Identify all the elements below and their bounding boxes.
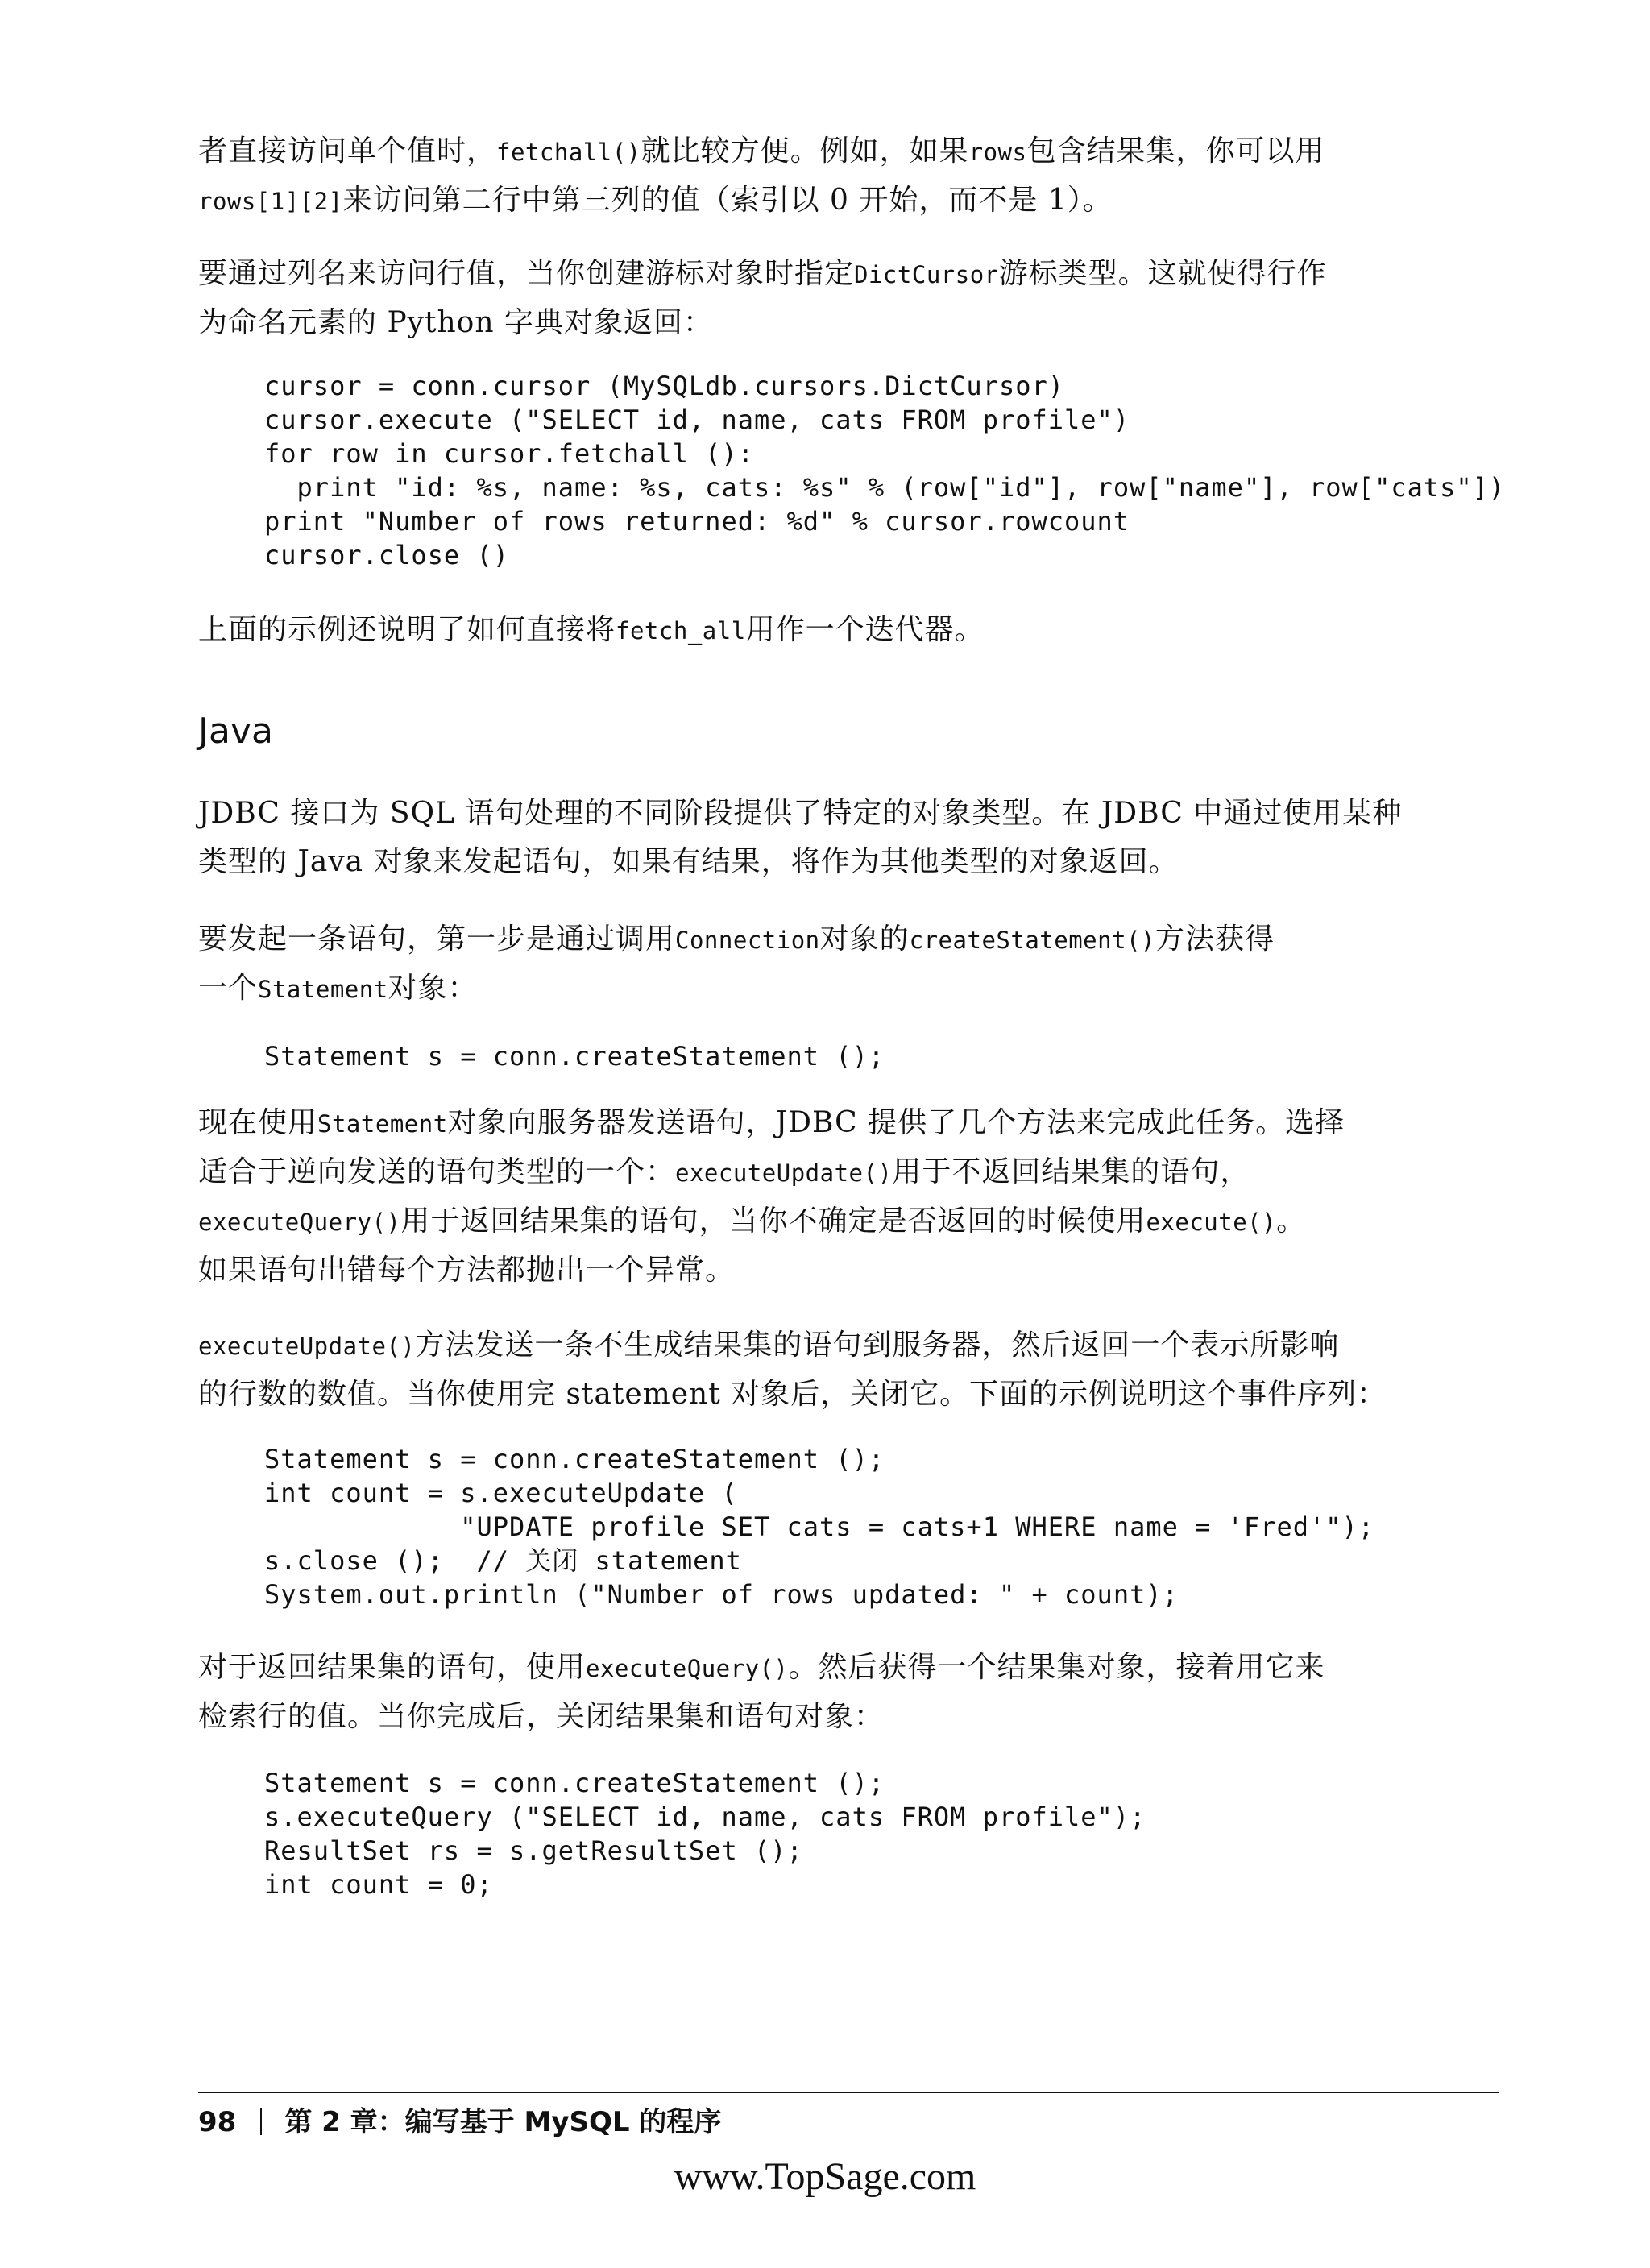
inline-code: DictCursor — [854, 261, 999, 288]
footer-rule — [198, 2092, 1499, 2093]
paragraph-line: executeQuery()用于返回结果集的语句，当你不确定是否返回的时候使用execute()。 — [198, 1204, 1307, 1238]
page-footer — [198, 2104, 721, 2140]
footer-separator — [260, 2108, 262, 2135]
paragraph-line: 如果语句出错每个方法都抛出一个异常。 — [198, 1254, 736, 1287]
paragraph-execute-methods — [198, 1099, 1487, 1295]
inline-code: rows — [968, 139, 1027, 166]
paragraph-line: JDBC 接口为 SQL 语句处理的不同阶段提供了特定的对象类型。在 JDBC 中通过使用某种 — [198, 797, 1403, 830]
inline-code: execute() — [1146, 1209, 1277, 1236]
paragraph-create-statement — [198, 915, 1487, 1014]
paragraph-line: 要通过列名来访问行值，当你创建游标对象时指定DictCursor游标类型。这就使得行作 — [198, 257, 1327, 290]
paragraph-fetchall — [198, 127, 1487, 226]
paragraph-iterator — [198, 606, 1487, 655]
paragraph-execute-update — [198, 1321, 1487, 1419]
inline-code: Statement — [258, 976, 388, 1003]
paragraph-execute-query — [198, 1644, 1487, 1741]
paragraph-line: executeUpdate()方法发送一条不生成结果集的语句到服务器，然后返回一个表示所影响 — [198, 1329, 1340, 1362]
paragraph-line: 要发起一条语句，第一步是通过调用Connection对象的createStatement()方法获得 — [198, 923, 1275, 956]
inline-code: executeUpdate() — [198, 1333, 416, 1360]
watermark-url: www.TopSage.com — [674, 2155, 976, 2198]
inline-code: fetch_all — [616, 617, 746, 645]
paragraph-line: rows[1][2]来访问第二行中第三列的值（索引以 0 开始，而不是 1）。 — [198, 184, 1113, 217]
paragraph-line: 的行数的数值。当你使用完 statement 对象后，关闭它。下面的示例说明这个事件序列： — [198, 1378, 1387, 1411]
paragraph-line: 上面的示例还说明了如何直接将fetch_all用作一个迭代器。 — [198, 613, 985, 646]
paragraph-line: 者直接访问单个值时，fetchall()就比较方便。例如，如果rows包含结果集，你可以用 — [198, 135, 1325, 168]
paragraph-jdbc-intro — [198, 790, 1487, 886]
inline-code: createStatement() — [909, 927, 1155, 954]
code-block-execute-update: Statement s = conn.createStatement (); int count = s.executeUpdate ( "UPDATE profile SET cats = cats+1 WHERE name = 'Fred'"); s.close (); // 关闭 statement System.out.println ("Number of rows updated: " + count); — [264, 1444, 1375, 1610]
inline-code: fetchall() — [496, 139, 641, 166]
section-heading: Java — [198, 711, 273, 752]
paragraph-line: 一个Statement对象： — [198, 972, 478, 1005]
paragraph-line: 对于返回结果集的语句，使用executeQuery()。然后获得一个结果集对象，接着用它来 — [198, 1651, 1325, 1684]
page-number: 98 — [198, 2106, 237, 2138]
inline-code: executeQuery() — [586, 1655, 789, 1682]
paragraph-line: 类型的 Java 对象来发起语句，如果有结果，将作为其他类型的对象返回。 — [198, 845, 1179, 878]
paragraph-line: 现在使用Statement对象向服务器发送语句，JDBC 提供了几个方法来完成此任务。选择 — [198, 1106, 1345, 1139]
chapter-title: 第 2 章：编写基于 MySQL 的程序 — [284, 2106, 722, 2138]
code-block-create-statement: Statement s = conn.createStatement (); — [264, 1041, 885, 1072]
paragraph-line: 适合于逆向发送的语句类型的一个：executeUpdate()用于不返回结果集的语句， — [198, 1155, 1250, 1188]
inline-code: Connection — [675, 927, 820, 954]
inline-code: executeUpdate() — [675, 1159, 893, 1187]
paragraph-line: 检索行的值。当你完成后，关闭结果集和语句对象： — [198, 1700, 885, 1733]
code-block-execute-query: Statement s = conn.createStatement (); s.executeQuery ("SELECT id, name, cats FROM profile"); ResultSet rs = s.getResultSet (); int count = 0; — [264, 1768, 1146, 1900]
paragraph-dictcursor — [198, 250, 1487, 347]
inline-code: executeQuery() — [198, 1209, 401, 1236]
inline-code: Statement — [317, 1110, 448, 1138]
inline-code: rows[1][2] — [198, 188, 343, 215]
code-block-python: cursor = conn.cursor (MySQLdb.cursors.DictCursor) cursor.execute ("SELECT id, name, cats FROM profile") for row in cursor.fetchall (): print "id: %s, name: %s, cats: %s" % (row["id"], row["name"], row["cats"]) print "Number of rows returned: %d" % cursor.rowcount cursor.close () — [264, 371, 1506, 570]
paragraph-line: 为命名元素的 Python 字典对象返回： — [198, 306, 713, 339]
